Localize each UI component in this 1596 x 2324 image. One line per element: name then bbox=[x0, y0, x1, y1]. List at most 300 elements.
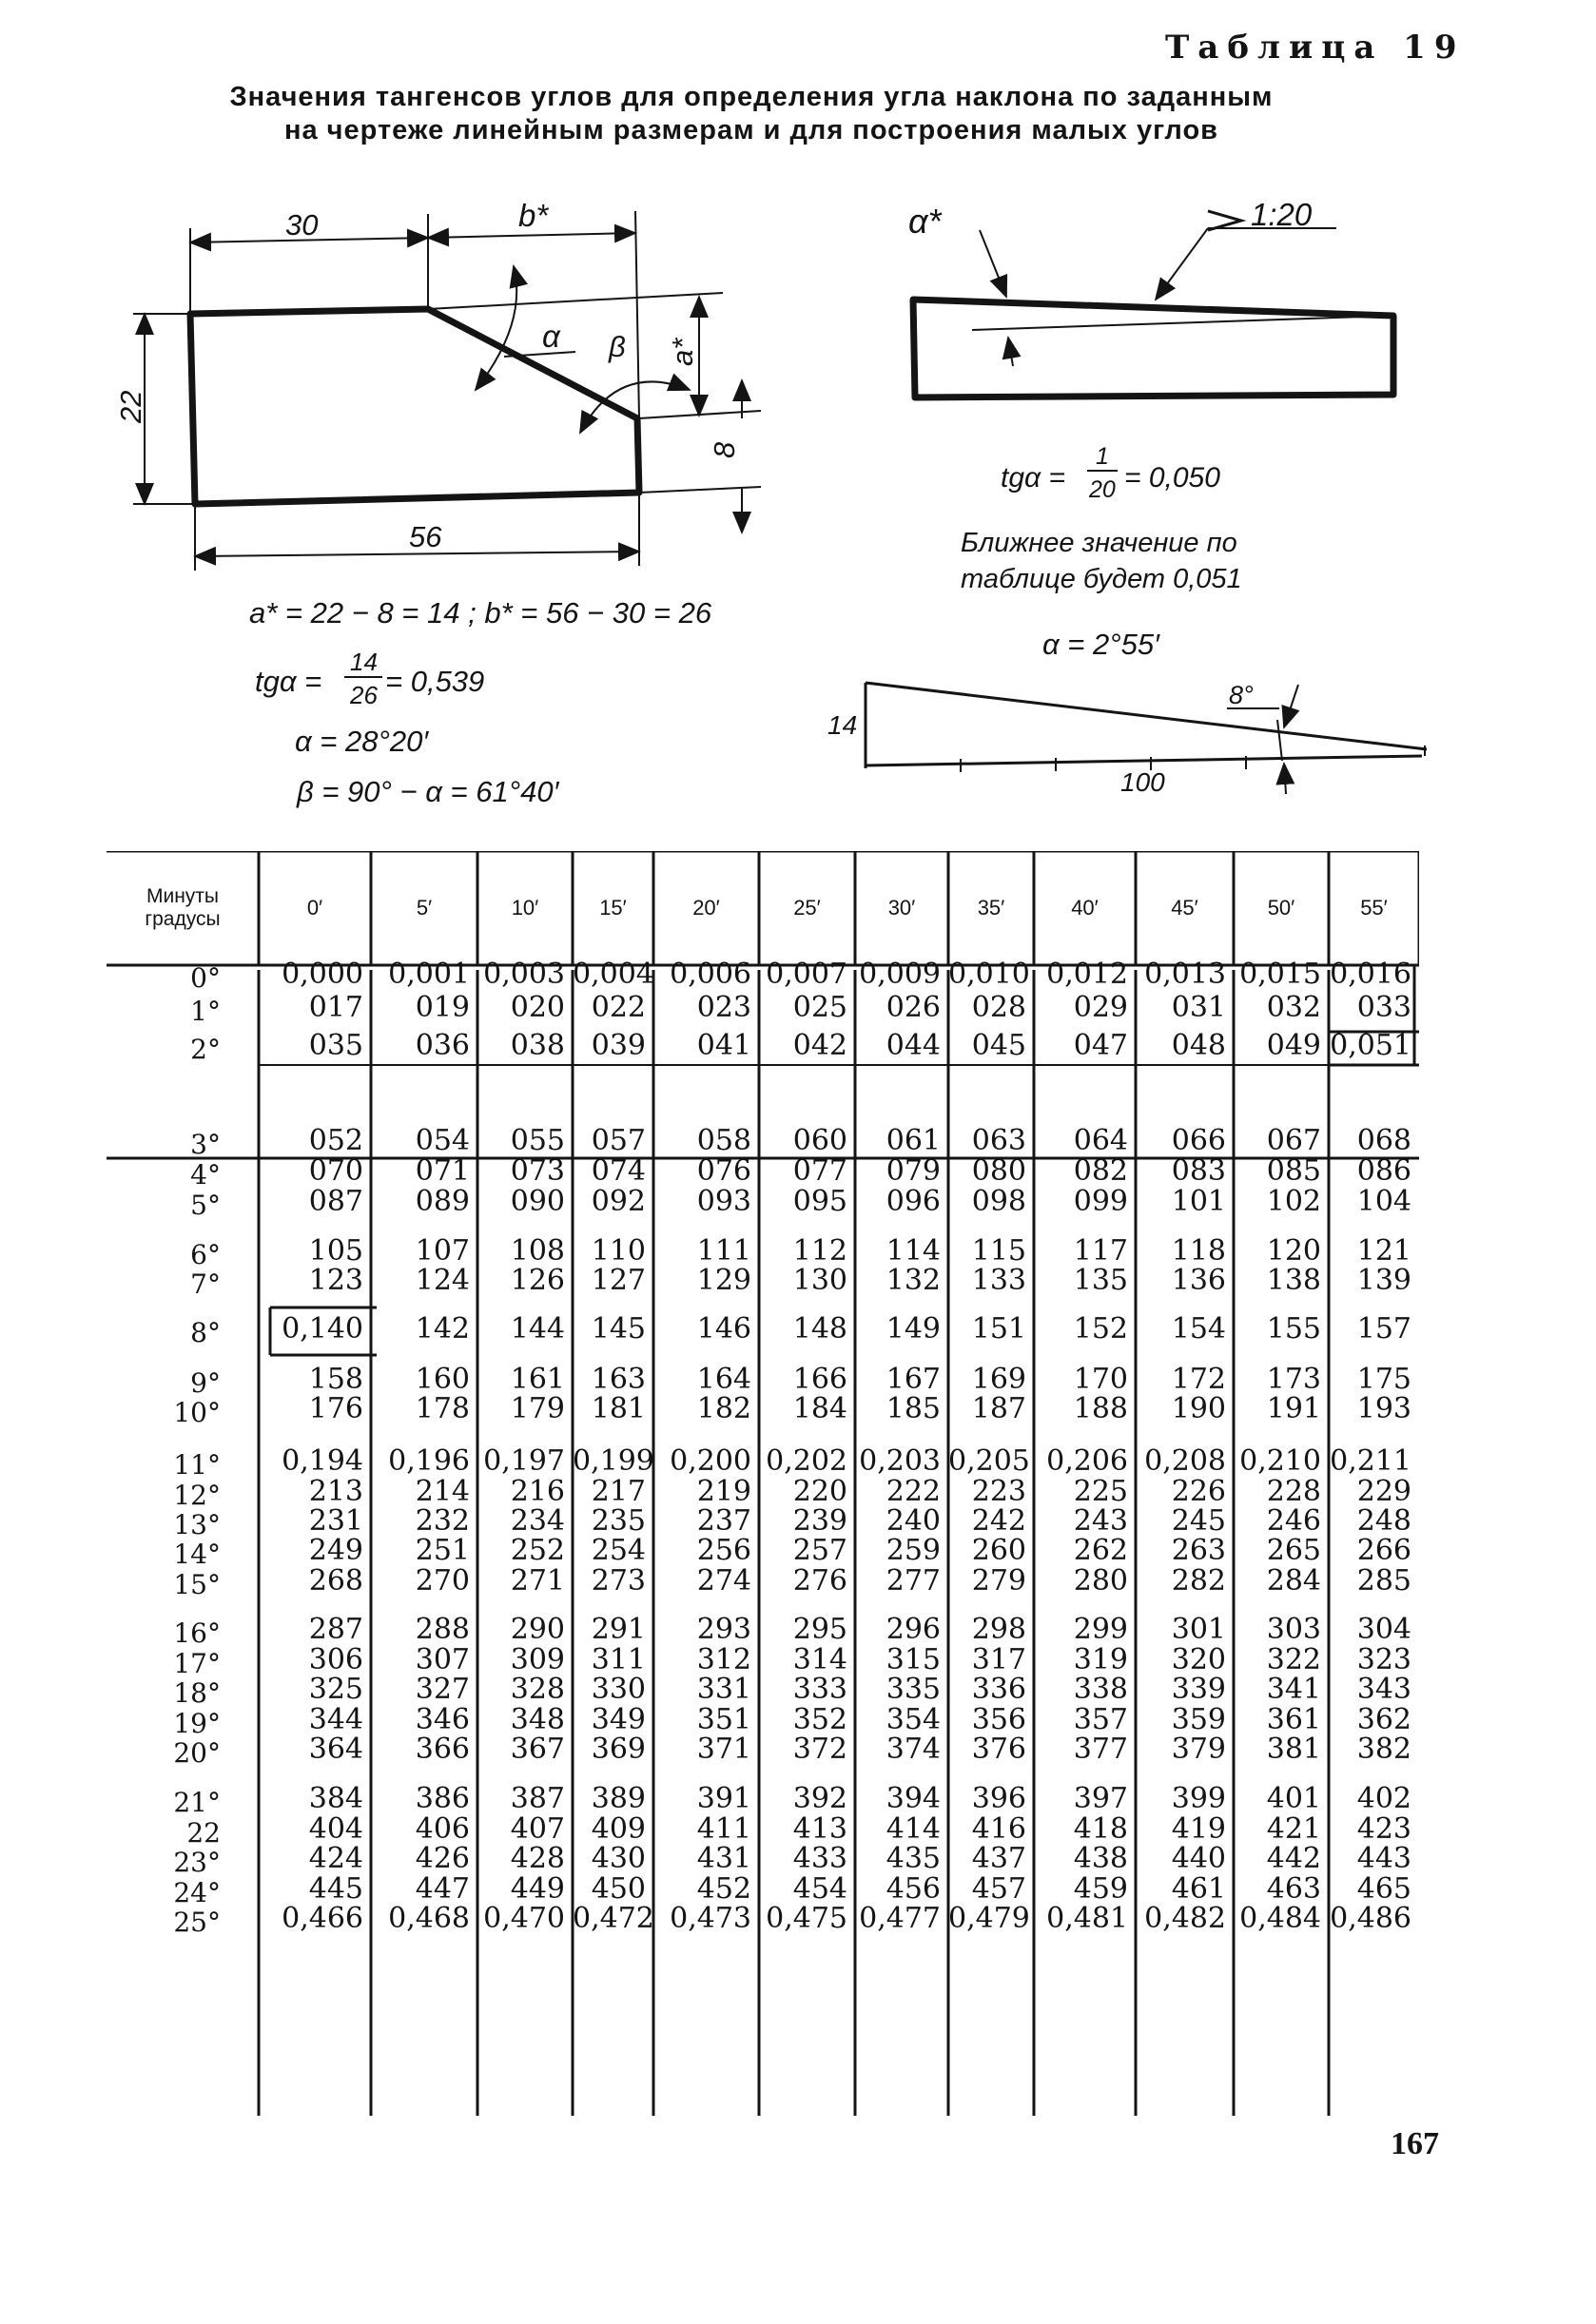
header-minute-6: 30′ bbox=[887, 896, 916, 920]
table-cell: 193 bbox=[1356, 1392, 1411, 1425]
table-cell: 323 bbox=[1356, 1643, 1411, 1676]
table-cell: 0,051 bbox=[1330, 1029, 1411, 1062]
left-part-drawing bbox=[114, 198, 761, 571]
table-cell: 359 bbox=[1171, 1703, 1226, 1736]
table-cell: 296 bbox=[886, 1613, 941, 1646]
formula-tg-num: 14 bbox=[350, 648, 378, 676]
table-cell: 0,482 bbox=[1144, 1902, 1226, 1935]
table-cell: 256 bbox=[696, 1534, 751, 1567]
table-cell: 421 bbox=[1266, 1812, 1321, 1846]
table-cell: 382 bbox=[1356, 1733, 1411, 1766]
table-cell: 396 bbox=[971, 1782, 1026, 1815]
table-cell: 445 bbox=[308, 1872, 363, 1906]
table-cell: 029 bbox=[1073, 991, 1128, 1024]
row-degree-label: 5° bbox=[190, 1190, 221, 1221]
table-cell: 058 bbox=[696, 1124, 751, 1157]
table-cell: 090 bbox=[510, 1185, 565, 1218]
header-corner bbox=[107, 851, 259, 965]
table-cell: 085 bbox=[1266, 1154, 1321, 1188]
table-cell: 399 bbox=[1171, 1782, 1226, 1815]
table-cell: 0,206 bbox=[1046, 1444, 1128, 1478]
table-cell: 279 bbox=[971, 1564, 1026, 1598]
header-minute-0: 0′ bbox=[306, 896, 323, 920]
table-cell: 235 bbox=[591, 1504, 646, 1538]
table-cell: 0,466 bbox=[282, 1902, 363, 1935]
table-cell: 074 bbox=[591, 1154, 646, 1188]
table-cell: 0,196 bbox=[388, 1444, 470, 1478]
right-note-line1: Ближнее значение по bbox=[961, 528, 1237, 558]
table-cell: 0,205 bbox=[948, 1444, 1030, 1478]
table-cell: 142 bbox=[415, 1312, 470, 1346]
table-cell: 312 bbox=[696, 1643, 751, 1676]
table-cell: 107 bbox=[415, 1234, 470, 1268]
formula-tg-lhs: tgα = bbox=[255, 665, 322, 698]
table-cell: 073 bbox=[510, 1154, 565, 1188]
table-cell: 0,007 bbox=[766, 958, 847, 991]
header-minute-11: 55′ bbox=[1360, 896, 1388, 920]
table-cell: 311 bbox=[591, 1643, 646, 1676]
table-cell: 307 bbox=[415, 1643, 470, 1676]
table-cell: 0,479 bbox=[948, 1902, 1030, 1935]
dim-a-star-label: a* bbox=[666, 338, 699, 366]
table-cell: 220 bbox=[792, 1475, 847, 1508]
row-degree-label: 6° bbox=[190, 1239, 221, 1270]
table-cell: 127 bbox=[591, 1264, 646, 1297]
title-line-2: на чертеже линейным размерам и для построения малых углов bbox=[283, 115, 1219, 145]
table-cell: 364 bbox=[308, 1733, 363, 1766]
row-degree-label: 20° bbox=[173, 1737, 221, 1769]
table-cell: 333 bbox=[792, 1673, 847, 1706]
wedge-construction bbox=[827, 681, 1427, 797]
table-cell: 025 bbox=[792, 991, 847, 1024]
table-cell: 0,000 bbox=[282, 958, 363, 991]
table-cell: 185 bbox=[886, 1392, 941, 1425]
table-cell: 409 bbox=[591, 1812, 646, 1846]
table-cell: 095 bbox=[792, 1185, 847, 1218]
figures bbox=[0, 0, 1596, 837]
table-cell: 437 bbox=[971, 1842, 1026, 1875]
table-cell: 082 bbox=[1073, 1154, 1128, 1188]
table-cell: 167 bbox=[886, 1363, 941, 1396]
table-cell: 022 bbox=[591, 991, 646, 1024]
table-cell: 048 bbox=[1171, 1029, 1226, 1062]
table-cell: 219 bbox=[696, 1475, 751, 1508]
header-minute-7: 35′ bbox=[977, 896, 1005, 920]
table-cell: 344 bbox=[308, 1703, 363, 1736]
table-cell: 454 bbox=[792, 1872, 847, 1906]
table-cell: 0,202 bbox=[766, 1444, 847, 1478]
table-cell: 293 bbox=[696, 1613, 751, 1646]
right-tg-rhs: = 0,050 bbox=[1124, 462, 1220, 494]
table-cell: 461 bbox=[1171, 1872, 1226, 1906]
table-cell: 222 bbox=[886, 1475, 941, 1508]
formula-beta: β = 90° − α = 61°40′ bbox=[297, 775, 559, 808]
table-cell: 242 bbox=[971, 1504, 1026, 1538]
table-cell: 020 bbox=[510, 991, 565, 1024]
table-cell: 295 bbox=[792, 1613, 847, 1646]
angle-beta-label: β bbox=[609, 330, 626, 363]
table-cell: 045 bbox=[971, 1029, 1026, 1062]
table-cell: 228 bbox=[1266, 1475, 1321, 1508]
table-cell: 290 bbox=[510, 1613, 565, 1646]
header-minute-3: 15′ bbox=[599, 896, 627, 920]
table-cell: 416 bbox=[971, 1812, 1026, 1846]
angle-alpha-label: α bbox=[542, 319, 560, 354]
table-cell: 404 bbox=[308, 1812, 363, 1846]
table-cell: 101 bbox=[1171, 1185, 1226, 1218]
table-cell: 178 bbox=[415, 1392, 470, 1425]
table-cell: 384 bbox=[308, 1782, 363, 1815]
table-cell: 098 bbox=[971, 1185, 1026, 1218]
table-cell: 443 bbox=[1356, 1842, 1411, 1875]
table-cell: 243 bbox=[1073, 1504, 1128, 1538]
table-cell: 366 bbox=[415, 1733, 470, 1766]
table-cell: 077 bbox=[792, 1154, 847, 1188]
table-cell: 057 bbox=[591, 1124, 646, 1157]
table-cell: 042 bbox=[792, 1029, 847, 1062]
table-cell: 271 bbox=[510, 1564, 565, 1598]
table-cell: 223 bbox=[971, 1475, 1026, 1508]
table-cell: 079 bbox=[886, 1154, 941, 1188]
table-cell: 019 bbox=[415, 991, 470, 1024]
right-formulas bbox=[961, 443, 1242, 661]
table-cell: 158 bbox=[308, 1363, 363, 1396]
table-cell: 135 bbox=[1073, 1264, 1128, 1297]
table-cell: 092 bbox=[591, 1185, 646, 1218]
table-cell: 026 bbox=[886, 991, 941, 1024]
table-cell: 374 bbox=[886, 1733, 941, 1766]
table-cell: 371 bbox=[696, 1733, 751, 1766]
table-cell: 335 bbox=[886, 1673, 941, 1706]
dim-b-star-label: b* bbox=[518, 198, 549, 233]
table-cell: 179 bbox=[510, 1392, 565, 1425]
formula-alpha: α = 28°20′ bbox=[295, 725, 429, 758]
table-cell: 229 bbox=[1356, 1475, 1411, 1508]
table-cell: 124 bbox=[415, 1264, 470, 1297]
table-cell: 465 bbox=[1356, 1872, 1411, 1906]
table-cell: 0,486 bbox=[1330, 1902, 1411, 1935]
table-cell: 0,012 bbox=[1046, 958, 1128, 991]
row-degree-label: 16° bbox=[173, 1617, 221, 1649]
table-cell: 0,194 bbox=[282, 1444, 363, 1478]
table-cell: 0,001 bbox=[388, 958, 470, 991]
table-cell: 0,013 bbox=[1144, 958, 1226, 991]
dim-30-label: 30 bbox=[285, 208, 319, 242]
table-cell: 070 bbox=[308, 1154, 363, 1188]
table-cell: 0,203 bbox=[859, 1444, 941, 1478]
dim-22-label: 22 bbox=[114, 390, 147, 423]
table-cell: 262 bbox=[1073, 1534, 1128, 1567]
table-cell: 381 bbox=[1266, 1733, 1321, 1766]
table-cell: 112 bbox=[792, 1234, 847, 1268]
table-cell: 0,208 bbox=[1144, 1444, 1226, 1478]
table-cell: 309 bbox=[510, 1643, 565, 1676]
table-cell: 087 bbox=[308, 1185, 363, 1218]
table-cell: 330 bbox=[591, 1673, 646, 1706]
table-cell: 317 bbox=[971, 1643, 1026, 1676]
table-cell: 369 bbox=[591, 1733, 646, 1766]
table-cell: 115 bbox=[971, 1234, 1026, 1268]
header-minute-8: 40′ bbox=[1071, 896, 1099, 920]
table-cell: 319 bbox=[1073, 1643, 1128, 1676]
table-cell: 152 bbox=[1073, 1312, 1128, 1346]
table-cell: 0,197 bbox=[483, 1444, 565, 1478]
table-cell: 327 bbox=[415, 1673, 470, 1706]
left-formulas bbox=[249, 596, 712, 808]
table-cell: 154 bbox=[1171, 1312, 1226, 1346]
table-cell: 060 bbox=[792, 1124, 847, 1157]
table-cell: 431 bbox=[696, 1842, 751, 1875]
table-cell: 259 bbox=[886, 1534, 941, 1567]
row-degree-label: 11° bbox=[173, 1449, 221, 1481]
table-cell: 0,473 bbox=[670, 1902, 751, 1935]
row-degree-label: 10° bbox=[173, 1397, 221, 1428]
table-cell: 033 bbox=[1356, 991, 1411, 1024]
table-cell: 155 bbox=[1266, 1312, 1321, 1346]
table-cell: 288 bbox=[415, 1613, 470, 1646]
table-cell: 341 bbox=[1266, 1673, 1321, 1706]
formula-a-b: a* = 22 − 8 = 14 ; b* = 56 − 30 = 26 bbox=[249, 596, 712, 629]
table-cell: 132 bbox=[886, 1264, 941, 1297]
header-minute-4: 20′ bbox=[692, 896, 720, 920]
row-degree-label: 4° bbox=[190, 1159, 221, 1191]
table-cell: 240 bbox=[886, 1504, 941, 1538]
table-cell: 038 bbox=[510, 1029, 565, 1062]
table-cell: 213 bbox=[308, 1475, 363, 1508]
table-cell: 076 bbox=[696, 1154, 751, 1188]
table-cell: 452 bbox=[696, 1872, 751, 1906]
table-cell: 376 bbox=[971, 1733, 1026, 1766]
right-alpha-result: α = 2°55′ bbox=[1042, 628, 1159, 661]
table-cell: 402 bbox=[1356, 1782, 1411, 1815]
table-cell: 064 bbox=[1073, 1124, 1128, 1157]
row-degree-label: 7° bbox=[190, 1269, 221, 1300]
table-cell: 216 bbox=[510, 1475, 565, 1508]
table-cell: 184 bbox=[792, 1392, 847, 1425]
table-cell: 0,468 bbox=[388, 1902, 470, 1935]
table-cell: 104 bbox=[1356, 1185, 1411, 1218]
table-cell: 049 bbox=[1266, 1029, 1321, 1062]
table-cell: 0,210 bbox=[1239, 1444, 1321, 1478]
table-cell: 017 bbox=[308, 991, 363, 1024]
table-cell: 413 bbox=[792, 1812, 847, 1846]
table-cell: 320 bbox=[1171, 1643, 1226, 1676]
table-cell: 089 bbox=[415, 1185, 470, 1218]
table-cell: 123 bbox=[308, 1264, 363, 1297]
table-cell: 164 bbox=[696, 1363, 751, 1396]
table-cell: 039 bbox=[591, 1029, 646, 1062]
table-cell: 118 bbox=[1171, 1234, 1226, 1268]
table-cell: 424 bbox=[308, 1842, 363, 1875]
table-cell: 260 bbox=[971, 1534, 1026, 1567]
page-number: 167 bbox=[1391, 2126, 1439, 2161]
table-cell: 169 bbox=[971, 1363, 1026, 1396]
row-degree-label: 1° bbox=[190, 996, 221, 1027]
table-cell: 367 bbox=[510, 1733, 565, 1766]
dim-8-label: 8 bbox=[708, 441, 741, 458]
header-minute-5: 25′ bbox=[793, 896, 821, 920]
table-cell: 173 bbox=[1266, 1363, 1321, 1396]
table-cell: 231 bbox=[308, 1504, 363, 1538]
table-cell: 419 bbox=[1171, 1812, 1226, 1846]
table-cell: 362 bbox=[1356, 1703, 1411, 1736]
table-cell: 282 bbox=[1171, 1564, 1226, 1598]
table-cell: 245 bbox=[1171, 1504, 1226, 1538]
table-cell: 0,009 bbox=[859, 958, 941, 991]
table-cell: 389 bbox=[591, 1782, 646, 1815]
table-cell: 442 bbox=[1266, 1842, 1321, 1875]
table-cell: 126 bbox=[510, 1264, 565, 1297]
right-tg-num: 1 bbox=[1096, 443, 1109, 470]
table-cell: 277 bbox=[886, 1564, 941, 1598]
table-cell: 120 bbox=[1266, 1234, 1321, 1268]
table-cell: 377 bbox=[1073, 1733, 1128, 1766]
table-cell: 325 bbox=[308, 1673, 363, 1706]
table-cell: 450 bbox=[591, 1872, 646, 1906]
row-degree-label: 15° bbox=[173, 1569, 221, 1600]
table-cell: 117 bbox=[1073, 1234, 1128, 1268]
table-cell: 157 bbox=[1356, 1312, 1411, 1346]
taper-ratio-label: 1:20 bbox=[1251, 197, 1313, 232]
table-cell: 356 bbox=[971, 1703, 1026, 1736]
table-cell: 306 bbox=[308, 1643, 363, 1676]
table-cell: 392 bbox=[792, 1782, 847, 1815]
table-cell: 276 bbox=[792, 1564, 847, 1598]
table-cell: 0,015 bbox=[1239, 958, 1321, 991]
table-cell: 463 bbox=[1266, 1872, 1321, 1906]
table-cell: 322 bbox=[1266, 1643, 1321, 1676]
table-cell: 093 bbox=[696, 1185, 751, 1218]
table-cell: 351 bbox=[696, 1703, 751, 1736]
table-cell: 270 bbox=[415, 1564, 470, 1598]
table-cell: 105 bbox=[308, 1234, 363, 1268]
table-cell: 440 bbox=[1171, 1842, 1226, 1875]
table-cell: 172 bbox=[1171, 1363, 1226, 1396]
row-degree-label: 17° bbox=[173, 1648, 221, 1679]
table-cell: 391 bbox=[696, 1782, 751, 1815]
table-cell: 187 bbox=[971, 1392, 1026, 1425]
table-cell: 449 bbox=[510, 1872, 565, 1906]
table-cell: 099 bbox=[1073, 1185, 1128, 1218]
table-cell: 457 bbox=[971, 1872, 1026, 1906]
table-cell: 232 bbox=[415, 1504, 470, 1538]
header-minute-10: 50′ bbox=[1267, 896, 1295, 920]
right-tg-lhs: tgα = bbox=[1001, 462, 1065, 494]
table-cell: 114 bbox=[886, 1234, 941, 1268]
right-taper-drawing bbox=[908, 197, 1393, 397]
row-degree-label: 25° bbox=[173, 1907, 221, 1938]
table-cell: 352 bbox=[792, 1703, 847, 1736]
title-line-1: Значения тангенсов углов для определения угла наклона по заданным bbox=[229, 82, 1274, 112]
table-cell: 304 bbox=[1356, 1613, 1411, 1646]
table-cell: 254 bbox=[591, 1534, 646, 1567]
table-cell: 338 bbox=[1073, 1673, 1128, 1706]
header-minute-2: 10′ bbox=[511, 896, 539, 920]
table-cell: 071 bbox=[415, 1154, 470, 1188]
table-cell: 175 bbox=[1356, 1363, 1411, 1396]
row-degree-label: 2° bbox=[190, 1034, 221, 1065]
table-cell: 176 bbox=[308, 1392, 363, 1425]
table-cell: 0,199 bbox=[573, 1444, 654, 1478]
table-cell: 217 bbox=[591, 1475, 646, 1508]
table-cell: 031 bbox=[1171, 991, 1226, 1024]
table-cell: 336 bbox=[971, 1673, 1026, 1706]
table-cell: 0,472 bbox=[573, 1902, 654, 1935]
table-cell: 145 bbox=[591, 1312, 646, 1346]
table-cell: 035 bbox=[308, 1029, 363, 1062]
table-cell: 298 bbox=[971, 1613, 1026, 1646]
wedge-length-label: 100 bbox=[1120, 767, 1165, 797]
table-cell: 435 bbox=[886, 1842, 941, 1875]
table-cell: 406 bbox=[415, 1812, 470, 1846]
table-cell: 096 bbox=[886, 1185, 941, 1218]
table-cell: 067 bbox=[1266, 1124, 1321, 1157]
table-cell: 407 bbox=[510, 1812, 565, 1846]
table-cell: 086 bbox=[1356, 1154, 1411, 1188]
table-cell: 0,211 bbox=[1330, 1444, 1411, 1478]
row-degree-label: 23° bbox=[173, 1847, 221, 1878]
table-cell: 428 bbox=[510, 1842, 565, 1875]
table-cell: 411 bbox=[696, 1812, 751, 1846]
table-cell: 0,470 bbox=[483, 1902, 565, 1935]
table-cell: 225 bbox=[1073, 1475, 1128, 1508]
table-cell: 0,477 bbox=[859, 1902, 941, 1935]
table-cell: 291 bbox=[591, 1613, 646, 1646]
table-cell: 111 bbox=[696, 1234, 751, 1268]
table-cell: 080 bbox=[971, 1154, 1026, 1188]
table-cell: 273 bbox=[591, 1564, 646, 1598]
table-cell: 163 bbox=[591, 1363, 646, 1396]
alpha-star-label: α* bbox=[908, 202, 942, 241]
table-cell: 349 bbox=[591, 1703, 646, 1736]
row-degree-label: 9° bbox=[190, 1367, 221, 1399]
table-cell: 0,481 bbox=[1046, 1902, 1128, 1935]
row-degree-label: 14° bbox=[173, 1539, 221, 1570]
table-cell: 284 bbox=[1266, 1564, 1321, 1598]
table-cell: 438 bbox=[1073, 1842, 1128, 1875]
table-cell: 357 bbox=[1073, 1703, 1128, 1736]
table-cell: 430 bbox=[591, 1842, 646, 1875]
table-cell: 265 bbox=[1266, 1534, 1321, 1567]
table-cell: 394 bbox=[886, 1782, 941, 1815]
row-degree-label: 22 bbox=[186, 1817, 221, 1849]
table-cell: 0,484 bbox=[1239, 1902, 1321, 1935]
header-corner-degrees: градусы bbox=[145, 908, 221, 930]
table-cell: 426 bbox=[415, 1842, 470, 1875]
row-degree-label: 12° bbox=[173, 1480, 221, 1511]
table-cell: 268 bbox=[308, 1564, 363, 1598]
table-cell: 148 bbox=[792, 1312, 847, 1346]
table-cell: 372 bbox=[792, 1733, 847, 1766]
table-cell: 055 bbox=[510, 1124, 565, 1157]
table-cell: 191 bbox=[1266, 1392, 1321, 1425]
table-cell: 346 bbox=[415, 1703, 470, 1736]
table-cell: 133 bbox=[971, 1264, 1026, 1297]
table-cell: 361 bbox=[1266, 1703, 1321, 1736]
table-cell: 299 bbox=[1073, 1613, 1128, 1646]
table-cell: 190 bbox=[1171, 1392, 1226, 1425]
table-cell: 234 bbox=[510, 1504, 565, 1538]
right-note-line2: таблице будет 0,051 bbox=[961, 564, 1242, 594]
table-cell: 102 bbox=[1266, 1185, 1321, 1218]
table-cell: 252 bbox=[510, 1534, 565, 1567]
table-cell: 401 bbox=[1266, 1782, 1321, 1815]
table-cell: 386 bbox=[415, 1782, 470, 1815]
table-cell: 0,475 bbox=[766, 1902, 847, 1935]
table-cell: 423 bbox=[1356, 1812, 1411, 1846]
header-corner-minutes: Минуты bbox=[146, 885, 220, 907]
table-cell: 121 bbox=[1356, 1234, 1411, 1268]
